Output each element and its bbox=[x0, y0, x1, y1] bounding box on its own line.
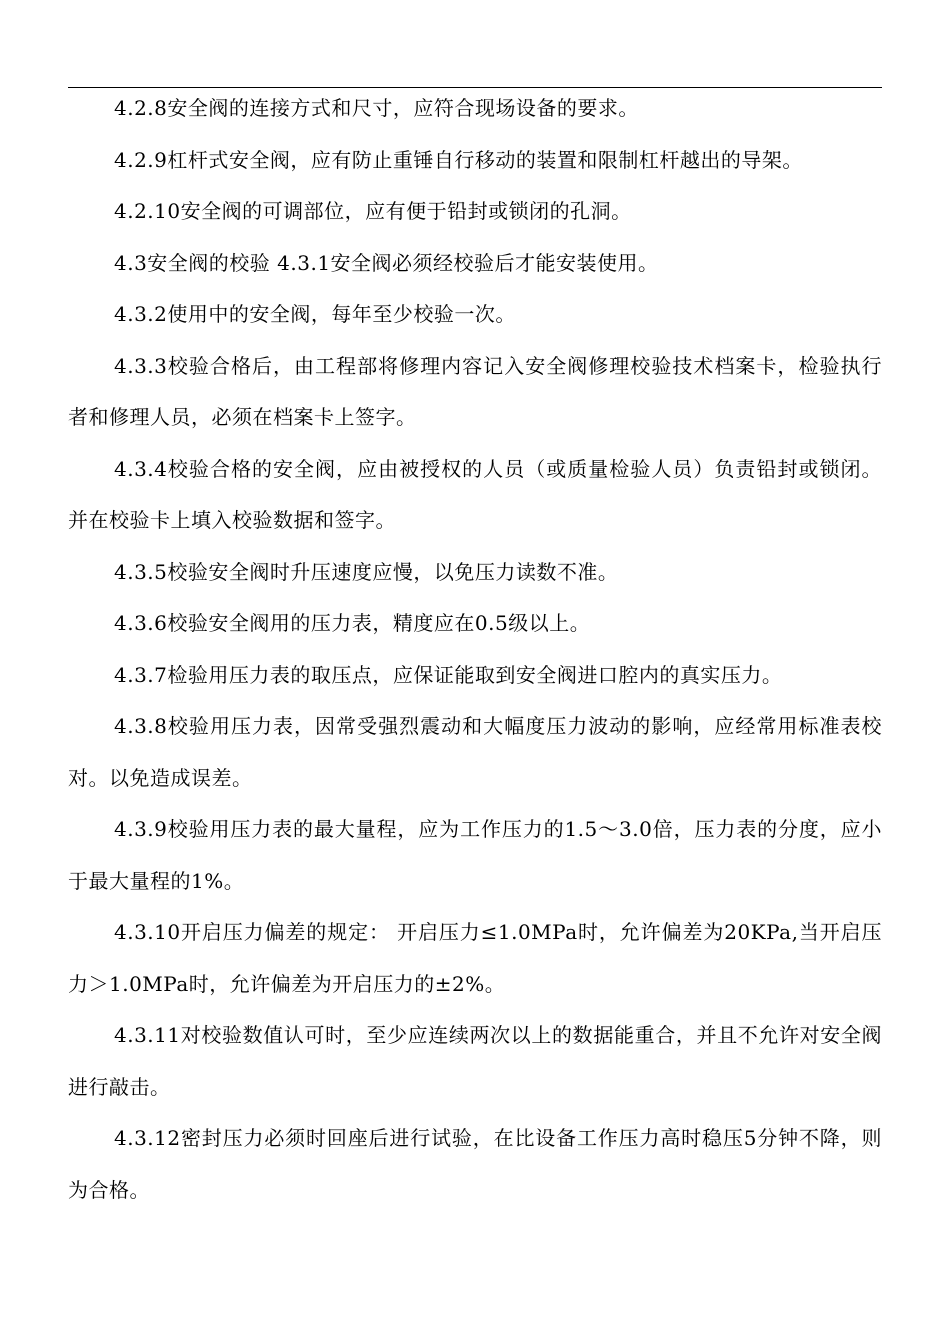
paragraph-4-2-10: 4.2.10安全阀的可调部位，应有便于铅封或锁闭的孔洞。 bbox=[114, 199, 632, 223]
document-body bbox=[68, 83, 882, 1216]
paragraph-4-3-11: 4.3.11对校验数值认可时，至少应连续两次以上的数据能重合，并且不允许对安全阀进行敲击。 bbox=[68, 1023, 882, 1099]
paragraph-4-3: 4.3安全阀的校验 4.3.1安全阀必须经校验后才能安装使用。 bbox=[114, 250, 659, 275]
paragraph-4-3-4: 4.3.4校验合格的安全阀，应由被授权的人员（或质量检验人员）负责铅封或锁闭。并在校验卡上填入校验数据和签字。 bbox=[68, 456, 882, 532]
paragraph-4-3-2: 4.3.2使用中的安全阀，每年至少校验一次。 bbox=[114, 302, 516, 326]
paragraph-4-3-8: 4.3.8校验用压力表，因常受强烈震动和大幅度压力波动的影响，应经常用标准表校对。以免造成误差。 bbox=[68, 714, 882, 790]
paragraph-4-3-3: 4.3.3校验合格后，由工程部将修理内容记入安全阀修理校验技术档案卡，检验执行者和修理人员，必须在档案卡上签字。 bbox=[68, 353, 882, 429]
paragraph-4-3-12: 4.3.12密封压力必须时回座后进行试验，在比设备工作压力高时稳压5分钟不降，则为合格。 bbox=[68, 1126, 882, 1202]
paragraph-4-3-6: 4.3.6校验安全阀用的压力表，精度应在0.5级以上。 bbox=[114, 611, 591, 635]
paragraph-4-3-9: 4.3.9校验用压力表的最大量程，应为工作压力的1.5～3.0倍，压力表的分度，应小于最大量程的1%。 bbox=[68, 817, 882, 893]
paragraph-4-3-5: 4.3.5校验安全阀时升压速度应慢，以免压力读数不准。 bbox=[114, 559, 619, 584]
paragraph-4-3-10: 4.3.10开启压力偏差的规定： 开启压力≤1.0MPa时，允许偏差为20KPa,当开启压力＞1.0MPa时，允许偏差为开启压力的±2%。 bbox=[68, 920, 882, 996]
paragraph-4-2-8: 4.2.8安全阀的连接方式和尺寸，应符合现场设备的要求。 bbox=[114, 96, 639, 120]
paragraph-4-2-9: 4.2.9杠杆式安全阀，应有防止重锤自行移动的装置和限制杠杆越出的导架。 bbox=[114, 147, 803, 172]
paragraph-4-3-7: 4.3.7检验用压力表的取压点，应保证能取到安全阀进口腔内的真实压力。 bbox=[114, 662, 783, 687]
